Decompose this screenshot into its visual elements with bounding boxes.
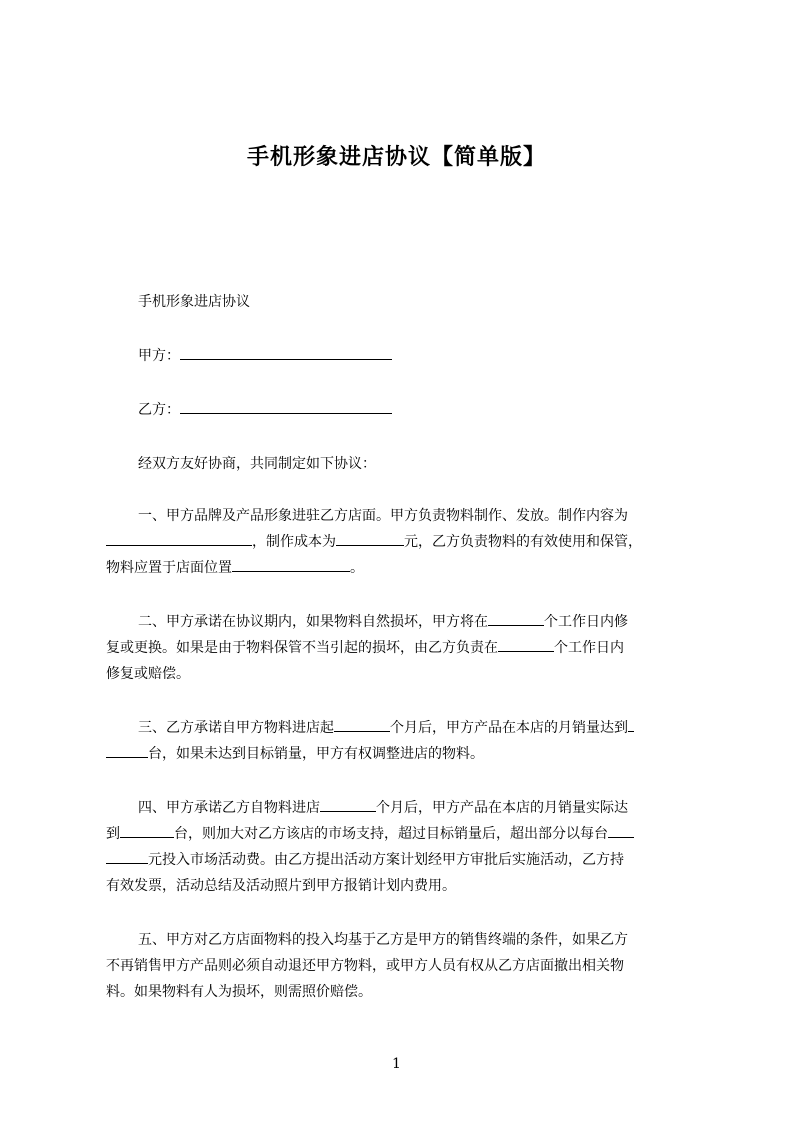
clause-4-line-2: 到 台，则加大对乙方该店的市场支持，超过目标销量后，超出部分以每台 [106,823,706,843]
clause-5-line-2: 不再销售甲方产品则必须自动退还甲方物料，或甲方人员有权从乙方店面撤出相关物 [106,958,624,974]
page-number: 1 [392,1056,401,1072]
clause-1-line-3: 物料应置于店面位置 。 [106,557,706,577]
content-blank [106,531,252,546]
months-blank-a [334,717,390,732]
per-unit-blank-a [608,823,634,838]
months-blank-b [320,797,376,812]
clause-1-line-2: ，制作成本为 元，乙方负责物料的有效使用和保管， [106,531,706,551]
party-b-label: 乙方： [138,402,180,418]
clause-2-line-1: 二、甲方承诺在协议期内，如果物料自然损坏，甲方将在 个工作日内修 [138,611,738,631]
clause-4-line-3: 元投入市场活动费。由乙方提出活动方案计划经甲方审批后实施活动，乙方持 [106,849,706,869]
intro-line: 经双方友好协商，共同制定如下协议： [138,456,376,472]
position-blank [232,557,350,572]
clause-1-line-1: 一、甲方品牌及产品形象进驻乙方店面。甲方负责物料制作、发放。制作内容为 [138,508,628,524]
target-blank-b [106,743,148,758]
days-blank-b [498,637,554,652]
party-b-line [138,399,738,419]
actual-sales-blank [120,823,174,838]
clause-5-line-1: 五、甲方对乙方店面物料的投入均基于乙方是甲方的销售终端的条件，如果乙方 [138,932,628,948]
clause-4-line-4: 有效发票，活动总结及活动照片到甲方报销计划内费用。 [106,878,456,894]
agreement-subtitle: 手机形象进店协议 [138,294,250,310]
clause-2-line-2: 复或更换。如果是由于物料保管不当引起的损坏，由乙方负责在 个工作日内 [106,637,706,657]
clause-4-line-1: 四、甲方承诺乙方自物料进店 个月后，甲方产品在本店的月销量实际达 [138,797,738,817]
party-b-blank [180,399,392,414]
cost-blank [336,531,404,546]
per-unit-blank-b [106,849,148,864]
party-a-blank [180,345,392,360]
party-a-line [138,345,738,365]
clause-3-line-1: 三、乙方承诺自甲方物料进店起 个月后，甲方产品在本店的月销量达到 [138,717,738,737]
document-title: 手机形象进店协议【简单版】 [246,145,546,170]
clause-3-line-2: 台，如果未达到目标销量，甲方有权调整进店的物料。 [106,743,706,763]
days-blank-a [488,611,544,626]
clause-5-line-3: 料。如果物料有人为损坏，则需照价赔偿。 [106,984,372,1000]
party-a-label: 甲方： [138,348,180,364]
clause-2-line-3: 修复或赔偿。 [106,666,190,682]
target-blank-a [628,717,634,732]
